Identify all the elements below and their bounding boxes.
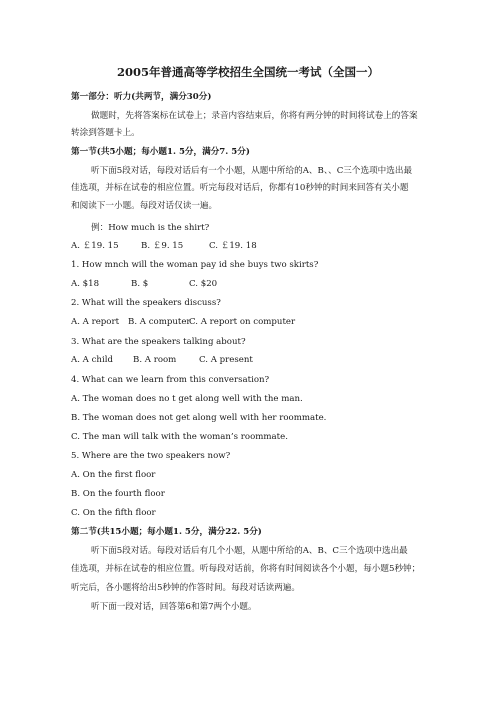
q1-option-c: C. $20 [189,279,218,289]
section2-heading: 第二节(共15小题；每小题1. 5分，满分22. 5分) [71,527,262,537]
example-options [71,240,257,252]
q5-option-a: A. On the first floor [71,470,156,480]
q3-option-c: C. A present [199,355,253,365]
question-3-options [71,354,253,366]
example-option-b: B. ￡9. 15 [141,241,184,251]
q3-option-b: B. A room [133,355,177,365]
q1-option-b: B. $ [131,279,149,289]
section1-intro-line-3: 和阅读下一小题。每段对话仅读一遍。 [71,201,218,211]
last-line: 听下面一段对话，回答第6和第7两个小题。 [91,602,257,612]
section1-heading: 第一节(共5小题；每小题1. 5分，满分7. 5分) [71,147,250,157]
section2-intro-line-3: 听完后，各小题将给出5秒钟的作答时间。每段对话读两遍。 [71,583,300,593]
question-2: 2. What will the speakers discuss? [71,298,221,308]
section1-intro-line-1: 听下面5段对话，每段对话后有一个小题，从题中所给的A、B、、C三个选项中选出最 [91,166,413,176]
q4-option-a: A. The woman does no t get along well with the man. [71,394,303,404]
section1-intro-line-2: 佳选项，并标在试卷的相应位置。听完每段对话后，你都有10秒钟的时间来回答有关小题 [71,183,409,193]
question-3: 3. What are the speakers talking about? [71,337,246,347]
example-option-a: A. ￡19. 15 [71,241,119,251]
q2-option-a: A. A report [71,317,120,327]
q5-option-c: C. On the fifth floor [71,508,156,518]
intro-line-2: 转涂到答题卡上。 [71,128,140,138]
q2-option-b: B. A computer [128,317,191,327]
intro-line-1: 做题时，先将答案标在试卷上；录音内容结束后，你将有两分钟的时间将试卷上的答案 [91,111,418,121]
question-4: 4. What can we learn from this conversation? [71,375,270,385]
section2-intro-line-1: 听下面5段对话。每段对话后有几个小题，从题中所给的A、B、C三个选项中选出最 [91,546,408,556]
section2-intro-line-2: 佳选项，并标在试卷的相应位置。听每段对话前，你将有时间阅读各个小题，每小题5秒钟； [71,564,421,574]
question-1: 1. How mnch will the woman pay id she buys two skirts? [71,260,319,270]
part1-heading: 第一部分：听力(共两节，满分30分) [71,92,212,102]
q2-option-c: C. A report on computer [189,317,296,327]
question-1-options [71,278,217,290]
q4-option-c: C. The man will talk with the woman’s roommate. [71,432,288,442]
q3-option-a: A. A child [71,355,113,365]
example-question: 例：How much is the shirt? [91,223,210,233]
q5-option-b: B. On the fourth floor [71,489,165,499]
example-option-c: C. ￡19. 18 [209,241,257,251]
document-title: 2005年普通高等学校招生全国统一考试（全国一） [116,65,379,79]
q4-option-b: B. The woman does not get along well with her roommate. [71,413,327,423]
q1-option-a: A. $18 [71,279,100,289]
question-2-options [71,316,295,328]
question-5: 5. Where are the two speakers now? [71,451,231,461]
